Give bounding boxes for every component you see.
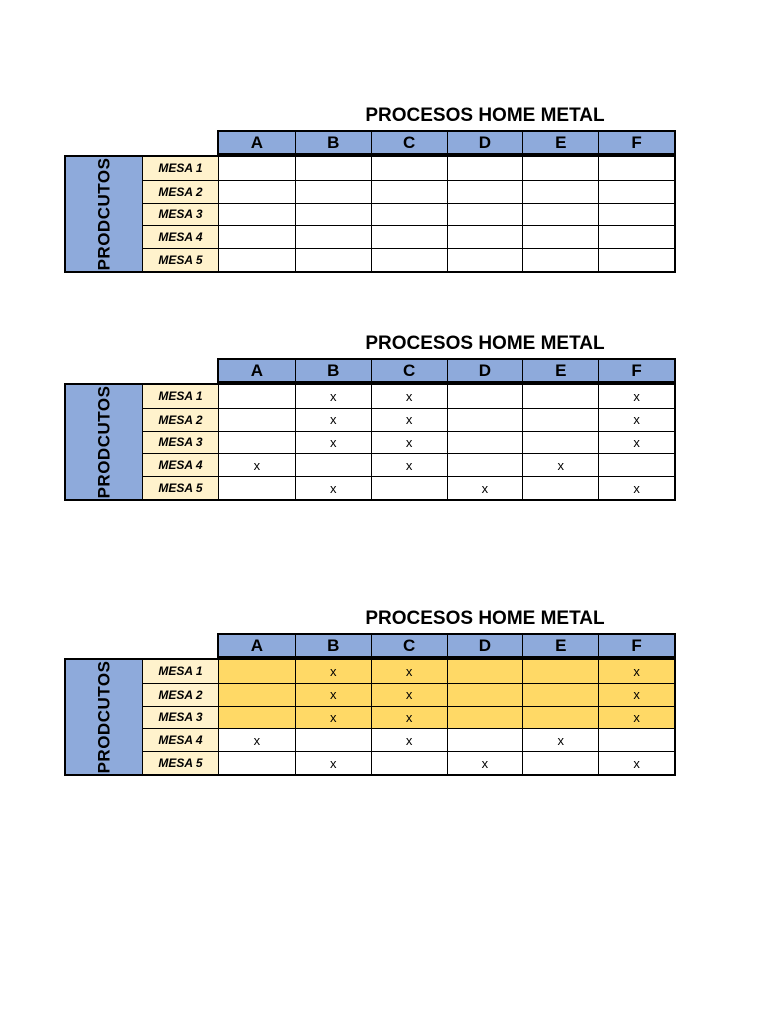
column-header-d: D bbox=[447, 635, 523, 656]
table-cell[interactable] bbox=[371, 180, 447, 203]
table-cell[interactable] bbox=[522, 751, 598, 774]
table-cell[interactable] bbox=[295, 248, 371, 271]
table-cell[interactable] bbox=[447, 203, 523, 226]
table-cell[interactable]: x bbox=[295, 751, 371, 774]
column-header-row bbox=[217, 358, 676, 383]
table-cell[interactable]: x bbox=[598, 431, 674, 454]
table-cell[interactable] bbox=[522, 180, 598, 203]
table-cell[interactable] bbox=[447, 453, 523, 476]
column-header-a: A bbox=[250, 132, 264, 152]
table-cell[interactable] bbox=[598, 180, 674, 203]
column-header-f: F bbox=[598, 360, 674, 381]
table-cell[interactable] bbox=[219, 660, 295, 683]
table-body bbox=[64, 383, 676, 501]
products-side-label-text: PRODCUTOS bbox=[94, 385, 113, 499]
table-title: PROCESOS HOME METAL bbox=[365, 608, 605, 629]
table-cell[interactable] bbox=[598, 203, 674, 226]
column-header-b: B bbox=[295, 132, 371, 153]
row-label: MESA 2 bbox=[143, 683, 219, 706]
process-table-2 bbox=[64, 332, 676, 504]
table-cell[interactable] bbox=[219, 157, 295, 180]
row-label: MESA 5 bbox=[143, 476, 219, 499]
table-cell[interactable]: x bbox=[598, 751, 674, 774]
table-cell[interactable] bbox=[371, 157, 447, 180]
table-cell[interactable] bbox=[219, 408, 295, 431]
table-cell[interactable] bbox=[598, 248, 674, 271]
table-cell[interactable] bbox=[295, 728, 371, 751]
table-cell[interactable]: x bbox=[371, 408, 447, 431]
table-cell[interactable] bbox=[371, 751, 447, 774]
table-cell[interactable] bbox=[522, 248, 598, 271]
table-cell[interactable] bbox=[447, 728, 523, 751]
column-header-e: E bbox=[522, 635, 598, 656]
table-cell[interactable]: x bbox=[371, 453, 447, 476]
column-header-b: B bbox=[295, 360, 371, 381]
column-header-d: D bbox=[447, 132, 523, 153]
table-cell[interactable] bbox=[219, 476, 295, 499]
table-cell[interactable]: x bbox=[295, 385, 371, 408]
table-cell[interactable]: x bbox=[522, 453, 598, 476]
table-cell[interactable] bbox=[522, 476, 598, 499]
table-cell[interactable] bbox=[522, 157, 598, 180]
table-cell[interactable] bbox=[447, 180, 523, 203]
row-label: MESA 2 bbox=[143, 408, 219, 431]
row-label: MESA 4 bbox=[143, 453, 219, 476]
table-cell[interactable]: x bbox=[522, 728, 598, 751]
row-label: MESA 1 bbox=[143, 660, 219, 683]
table-cell[interactable] bbox=[371, 225, 447, 248]
table-cell[interactable]: x bbox=[295, 476, 371, 499]
column-header-e: E bbox=[522, 360, 598, 381]
table-title: PROCESOS HOME METAL bbox=[365, 105, 605, 126]
table-cell[interactable]: x bbox=[295, 706, 371, 729]
table-cell[interactable]: x bbox=[295, 431, 371, 454]
table-cell[interactable] bbox=[447, 385, 523, 408]
table-cell[interactable]: x bbox=[598, 706, 674, 729]
table-cell[interactable] bbox=[522, 431, 598, 454]
table-cell[interactable] bbox=[447, 706, 523, 729]
column-header-c: C bbox=[371, 635, 447, 656]
column-header-a: A bbox=[250, 635, 264, 655]
table-cell[interactable] bbox=[371, 476, 447, 499]
table-cell[interactable] bbox=[522, 706, 598, 729]
row-label: MESA 2 bbox=[143, 180, 219, 203]
column-header-f: F bbox=[598, 132, 674, 153]
products-side-label bbox=[66, 157, 143, 271]
table-cell[interactable] bbox=[522, 408, 598, 431]
column-header-b: B bbox=[295, 635, 371, 656]
table-body bbox=[64, 155, 676, 273]
table-title: PROCESOS HOME METAL bbox=[365, 333, 605, 354]
table-cell[interactable] bbox=[295, 180, 371, 203]
table-cell[interactable] bbox=[295, 453, 371, 476]
process-table-3 bbox=[64, 607, 676, 779]
column-header-c: C bbox=[371, 132, 447, 153]
table-cell[interactable] bbox=[219, 248, 295, 271]
table-cell[interactable]: x bbox=[371, 660, 447, 683]
products-side-label bbox=[66, 385, 143, 499]
table-cell[interactable] bbox=[447, 660, 523, 683]
products-side-label-text: PRODCUTOS bbox=[94, 660, 113, 774]
row-label: MESA 3 bbox=[143, 431, 219, 454]
table-cell[interactable] bbox=[522, 660, 598, 683]
row-label: MESA 3 bbox=[143, 203, 219, 226]
table-cell[interactable]: x bbox=[219, 728, 295, 751]
table-cell[interactable] bbox=[295, 203, 371, 226]
table-cell[interactable] bbox=[447, 431, 523, 454]
column-header-row bbox=[217, 633, 676, 658]
column-header-e: E bbox=[522, 132, 598, 153]
table-cell[interactable]: x bbox=[598, 408, 674, 431]
table-cell[interactable] bbox=[447, 225, 523, 248]
table-cell[interactable] bbox=[219, 385, 295, 408]
table-cell[interactable] bbox=[219, 180, 295, 203]
table-cell[interactable] bbox=[447, 248, 523, 271]
column-header-d: D bbox=[447, 360, 523, 381]
table-cell[interactable]: x bbox=[598, 683, 674, 706]
column-header-f: F bbox=[598, 635, 674, 656]
table-cell[interactable]: x bbox=[219, 453, 295, 476]
table-cell[interactable] bbox=[295, 225, 371, 248]
table-cell[interactable] bbox=[295, 157, 371, 180]
row-label: MESA 5 bbox=[143, 248, 219, 271]
table-cell[interactable] bbox=[598, 453, 674, 476]
table-cell[interactable] bbox=[598, 157, 674, 180]
table-cell[interactable]: x bbox=[447, 751, 523, 774]
table-cell[interactable]: x bbox=[598, 385, 674, 408]
table-cell[interactable]: x bbox=[447, 476, 523, 499]
table-cell[interactable]: x bbox=[371, 706, 447, 729]
table-cell[interactable]: x bbox=[598, 476, 674, 499]
row-label: MESA 1 bbox=[143, 385, 219, 408]
table-cell[interactable] bbox=[598, 225, 674, 248]
table-cell[interactable] bbox=[219, 225, 295, 248]
table-cell[interactable] bbox=[522, 203, 598, 226]
table-cell[interactable] bbox=[447, 683, 523, 706]
table-body bbox=[64, 658, 676, 776]
table-cell[interactable] bbox=[219, 706, 295, 729]
table-cell[interactable] bbox=[598, 728, 674, 751]
row-label: MESA 4 bbox=[143, 225, 219, 248]
table-cell[interactable] bbox=[522, 385, 598, 408]
table-cell[interactable]: x bbox=[371, 385, 447, 408]
column-header-c: C bbox=[371, 360, 447, 381]
process-table-1 bbox=[64, 104, 676, 276]
products-side-label bbox=[66, 660, 143, 774]
table-cell[interactable]: x bbox=[295, 683, 371, 706]
table-cell[interactable] bbox=[219, 431, 295, 454]
row-label: MESA 3 bbox=[143, 706, 219, 729]
table-cell[interactable] bbox=[219, 751, 295, 774]
row-label: MESA 1 bbox=[143, 157, 219, 180]
column-header-a: A bbox=[250, 360, 264, 380]
table-cell[interactable]: x bbox=[295, 660, 371, 683]
table-cell[interactable] bbox=[447, 408, 523, 431]
table-cell[interactable] bbox=[371, 203, 447, 226]
column-header-row bbox=[217, 130, 676, 155]
table-cell[interactable] bbox=[219, 203, 295, 226]
table-cell[interactable]: x bbox=[598, 660, 674, 683]
products-side-label-text: PRODCUTOS bbox=[94, 157, 113, 271]
table-cell[interactable] bbox=[371, 248, 447, 271]
table-cell[interactable]: x bbox=[295, 408, 371, 431]
table-cell[interactable]: x bbox=[371, 728, 447, 751]
table-cell[interactable] bbox=[447, 157, 523, 180]
table-cell[interactable] bbox=[219, 683, 295, 706]
table-cell[interactable] bbox=[522, 683, 598, 706]
row-label: MESA 4 bbox=[143, 728, 219, 751]
table-cell[interactable]: x bbox=[371, 683, 447, 706]
row-label: MESA 5 bbox=[143, 751, 219, 774]
table-cell[interactable]: x bbox=[371, 431, 447, 454]
table-cell[interactable] bbox=[522, 225, 598, 248]
